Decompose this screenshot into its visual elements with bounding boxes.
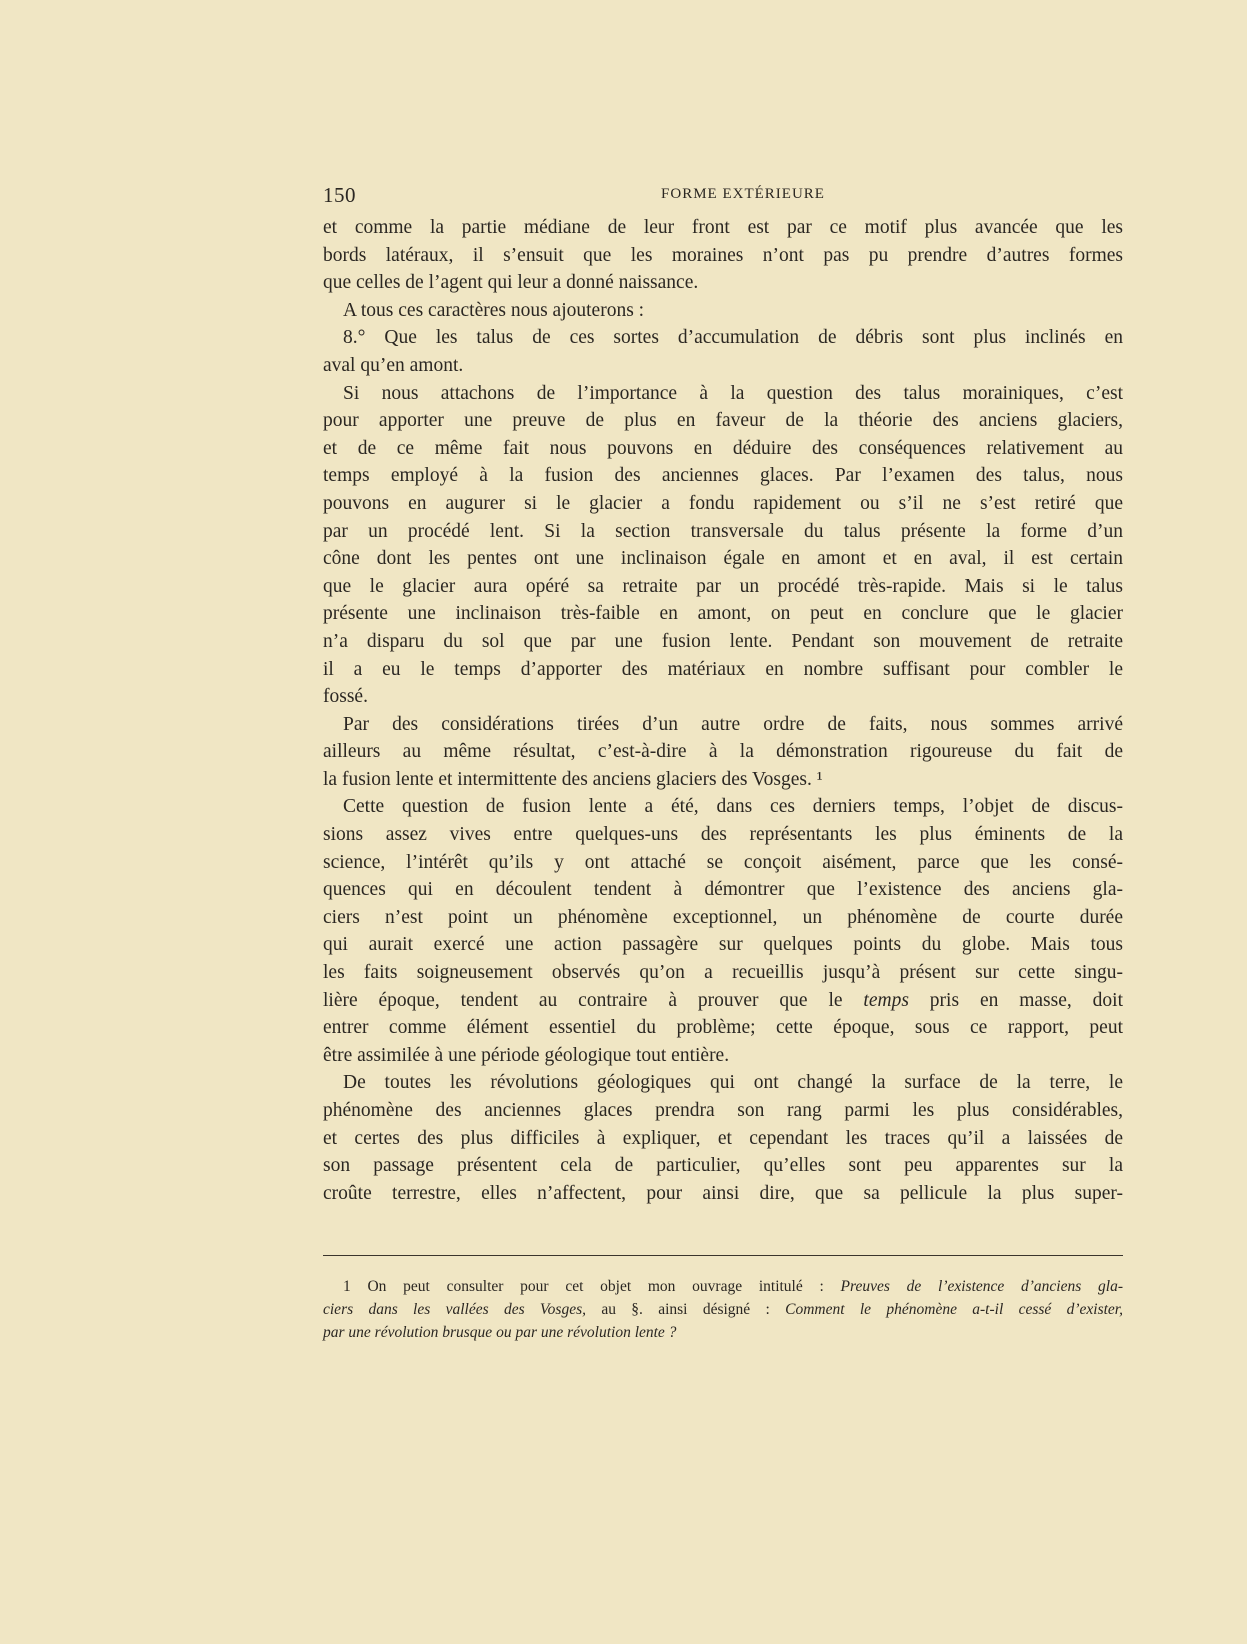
running-head xyxy=(323,183,1123,211)
text-line: pouvons en augurer si le glacier a fondu rapidement ou s’il ne s’est retiré que xyxy=(323,492,1123,514)
text-line: lière époque, tendent au contraire à prouver que le temps pris en masse, doit xyxy=(323,989,1123,1011)
text-line: et de ce même fait nous pouvons en déduire des conséquences relativement au xyxy=(323,437,1123,459)
text-line: par un procédé lent. Si la section transversale du talus présente la forme d’un xyxy=(323,520,1123,542)
text-line: Par des considérations tirées d’un autre ordre de faits, nous sommes arrivé xyxy=(343,713,1123,735)
text-line: Si nous attachons de l’importance à la question des talus morainiques, c’est xyxy=(343,382,1123,404)
text-line: Cette question de fusion lente a été, dans ces derniers temps, l’objet de discus- xyxy=(343,796,1123,818)
text-line: son passage présentent cela de particulier, qu’elles sont peu apparentes sur la xyxy=(323,1155,1123,1177)
page-number: 150 xyxy=(323,183,356,207)
text-line: les faits soigneusement observés qu’on a recueillis jusqu’à présent sur cette singu- xyxy=(323,962,1123,984)
text-line: qui aurait exercé une action passagère sur quelques points du globe. Mais tous xyxy=(323,934,1123,956)
running-title: FORME EXTÉRIEURE xyxy=(661,186,825,202)
footnote xyxy=(323,1275,1123,1344)
text-line: quences qui en découlent tendent à démontrer que l’existence des anciens gla- xyxy=(323,879,1123,901)
text-line: aval qu’en amont. xyxy=(323,354,464,376)
text-line: entrer comme élément essentiel du problème; cette époque, sous ce rapport, peut xyxy=(323,1017,1123,1039)
text-line: temps employé à la fusion des anciennes glaces. Par l’examen des talus, nous xyxy=(323,465,1123,487)
text-line: que le glacier aura opéré sa retraite par un procédé très-rapide. Mais si le talus xyxy=(323,575,1123,597)
body-text xyxy=(323,214,1123,1207)
text-line: la fusion lente et intermittente des anciens glaciers des Vosges. ¹ xyxy=(323,768,823,790)
text-line: il a eu le temps d’apporter des matériaux en nombre suffisant pour combler le xyxy=(323,658,1123,680)
text-line: De toutes les révolutions géologiques qui ont changé la surface de la terre, le xyxy=(343,1072,1123,1094)
text-line: et certes des plus difficiles à expliquer, et cependant les traces qu’il a laissées de xyxy=(323,1127,1123,1149)
text-line: A tous ces caractères nous ajouterons : xyxy=(343,299,645,321)
text-line: bords latéraux, il s’ensuit que les moraines n’ont pas pu prendre d’autres formes xyxy=(323,244,1123,266)
text-line: n’a disparu du sol que par une fusion lente. Pendant son mouvement de retraite xyxy=(323,630,1123,652)
text-line: et comme la partie médiane de leur front est par ce motif plus avancée que les xyxy=(323,217,1123,238)
footnote-line: 1 On peut consulter pour cet objet mon ouvrage intitulé : Preuves de l’existence d’anciens gla- xyxy=(343,1278,1123,1295)
text-line: présente une inclinaison très-faible en amont, on peut en conclure que le glacier xyxy=(323,603,1123,625)
text-line: que celles de l’agent qui leur a donné naissance. xyxy=(323,272,699,294)
text-line: sions assez vives entre quelques-uns des représentants les plus éminents de la xyxy=(323,824,1123,846)
text-line: cône dont les pentes ont une inclinaison égale en amont et en aval, il est certain xyxy=(323,548,1123,570)
text-line: être assimilée à une période géologique tout entière. xyxy=(323,1044,730,1066)
text-line: 8.° Que les talus de ces sortes d’accumulation de débris sont plus inclinés en xyxy=(343,327,1123,349)
text-line: ciers n’est point un phénomène exceptionnel, un phénomène de courte durée xyxy=(323,906,1123,928)
text-line: croûte terrestre, elles n’affectent, pour ainsi dire, que sa pellicule la plus super- xyxy=(323,1182,1123,1204)
text-line: fossé. xyxy=(323,686,368,708)
text-line: pour apporter une preuve de plus en faveur de la théorie des anciens glaciers, xyxy=(323,410,1123,432)
text-line: ailleurs au même résultat, c’est-à-dire à la démonstration rigoureuse du fait de xyxy=(323,741,1123,763)
footnote-rule xyxy=(323,1255,1123,1256)
footnote-line: par une révolution brusque ou par une révolution lente ? xyxy=(323,1324,677,1341)
text-line: phénomène des anciennes glaces prendra son rang parmi les plus considérables, xyxy=(323,1100,1123,1121)
footnote-line: ciers dans les vallées des Vosges, au §. ainsi désigné : Comment le phénomène a-t-il cessé d’exister, xyxy=(323,1301,1123,1318)
text-line: science, l’intérêt qu’ils y ont attaché se conçoit aisément, parce que les consé- xyxy=(323,851,1123,873)
